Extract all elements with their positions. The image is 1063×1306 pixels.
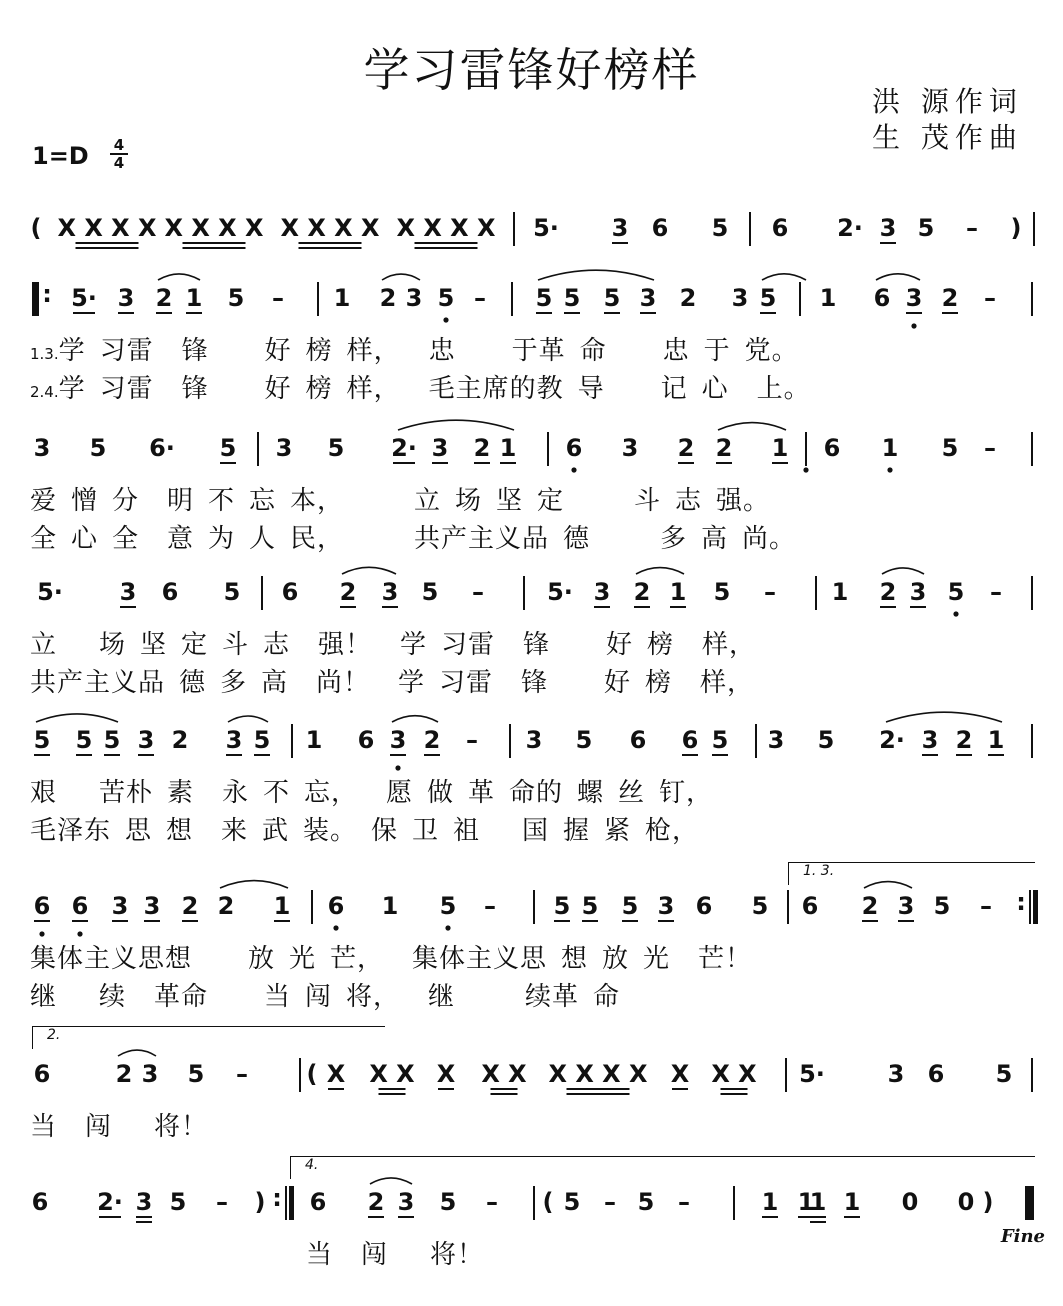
note: 3 — [381, 578, 399, 606]
note: 5 — [947, 578, 965, 606]
note: 3 — [141, 1060, 159, 1088]
note: – — [484, 892, 496, 920]
note: 1 — [333, 284, 351, 312]
note: 1 — [305, 726, 323, 754]
note: 6 — [651, 214, 669, 242]
note: 5 — [437, 284, 455, 312]
note: – — [966, 214, 978, 242]
note: 5 — [169, 1188, 187, 1216]
note: – — [990, 578, 1002, 606]
note: 5 — [581, 892, 599, 920]
repeat-bar — [1029, 1186, 1034, 1220]
note: 3 — [135, 1188, 153, 1216]
note: 6 — [927, 1060, 945, 1088]
note: 6 — [873, 284, 891, 312]
slur — [158, 274, 200, 280]
octave-dot — [445, 925, 450, 930]
note: – — [764, 578, 776, 606]
lyric-line: 爱 憎 分 明 不 忘 本， 立 场 坚 定 斗 志 强。 — [30, 486, 771, 516]
barline — [787, 890, 789, 924]
slur — [876, 274, 920, 280]
note: ( — [542, 1188, 554, 1216]
note: 3 — [397, 1188, 415, 1216]
note: 6 — [357, 726, 375, 754]
barline — [749, 212, 751, 246]
lyric-line: 艰 苦朴 素 永 不 忘， 愿 做 革 命的 螺 丝 钉， — [30, 778, 714, 808]
note: 2· — [391, 434, 417, 462]
slur — [636, 568, 684, 574]
note: 2 — [367, 1188, 385, 1216]
note: – — [466, 726, 478, 754]
octave-dot — [39, 931, 44, 936]
note: – — [984, 434, 996, 462]
note: 5· — [547, 578, 573, 606]
note: 1 — [499, 434, 517, 462]
note: X — [436, 1060, 456, 1088]
barline — [733, 1186, 735, 1220]
note: 3 — [117, 284, 135, 312]
note: 2 — [941, 284, 959, 312]
note: 2 — [171, 726, 189, 754]
barline — [785, 1058, 787, 1092]
note: 6 — [33, 892, 51, 920]
note: X X — [369, 1060, 415, 1088]
note: X X X X — [548, 1060, 648, 1088]
note: 2 — [339, 578, 357, 606]
note: 5 — [253, 726, 271, 754]
note: 6 — [161, 578, 179, 606]
note: 5 — [33, 726, 51, 754]
slur — [718, 423, 786, 430]
lyric-line: 继 续 革命 当 闯 将， 继 续革 命 — [30, 982, 621, 1012]
note: 2· — [879, 726, 905, 754]
barline — [317, 282, 319, 316]
note: 5 — [713, 578, 731, 606]
note: 3 — [143, 892, 161, 920]
note: X — [326, 1060, 346, 1088]
note: 6 — [31, 1188, 49, 1216]
note: 6 — [309, 1188, 327, 1216]
octave-dot — [571, 467, 576, 472]
barline — [291, 724, 293, 758]
system-1 — [0, 212, 1063, 246]
song-title: 学习雷锋好榜样 — [363, 43, 700, 97]
note: 3 — [897, 892, 915, 920]
note: X X X X — [396, 214, 496, 242]
note: 1 — [669, 578, 687, 606]
slur — [392, 716, 438, 722]
repeat-dots: : — [1016, 888, 1026, 916]
note: 5 — [637, 1188, 655, 1216]
barline — [509, 724, 511, 758]
system-5 — [0, 724, 1063, 758]
system-7 — [0, 1058, 1063, 1092]
note: 2 — [679, 284, 697, 312]
volta-4: 4. — [290, 1156, 1035, 1179]
note: 5 — [327, 434, 345, 462]
note: 5 — [535, 284, 553, 312]
note: 1 — [843, 1188, 861, 1216]
barline — [805, 432, 807, 466]
system-6 — [0, 890, 1063, 924]
repeat-bar — [32, 282, 37, 316]
octave-dot — [333, 925, 338, 930]
barline — [815, 576, 817, 610]
repeat-dots: : — [272, 1184, 282, 1212]
note: – — [604, 1188, 616, 1216]
note: X X X X — [164, 214, 264, 242]
slur — [36, 714, 118, 722]
note: 6 — [771, 214, 789, 242]
system-2 — [0, 282, 1063, 316]
note: 5 — [439, 892, 457, 920]
barline — [311, 890, 313, 924]
note: 3 — [111, 892, 129, 920]
note: 3 — [621, 434, 639, 462]
note: 5 — [103, 726, 121, 754]
note: 5· — [37, 578, 63, 606]
note: 3 — [593, 578, 611, 606]
octave-dot — [887, 467, 892, 472]
note: 1 — [761, 1188, 779, 1216]
note: 5 — [621, 892, 639, 920]
note: – — [980, 892, 992, 920]
note: X X X X — [57, 214, 157, 242]
note: 6 — [33, 1060, 51, 1088]
system-8 — [0, 1186, 1063, 1220]
note: 2 — [633, 578, 651, 606]
note: ) — [982, 1188, 994, 1216]
volta-2: 2. — [32, 1026, 385, 1049]
barline — [1033, 212, 1035, 246]
lyric-line: 2.4.学 习雷 锋 好 榜 样， 毛主席的教 导 记 心 上。 — [30, 374, 811, 404]
barline — [1031, 724, 1033, 758]
system-4 — [0, 576, 1063, 610]
note: 2 — [155, 284, 173, 312]
note: 5 — [575, 726, 593, 754]
note: 5 — [187, 1060, 205, 1088]
barline — [299, 1058, 301, 1092]
note: 3 — [905, 284, 923, 312]
barline — [523, 576, 525, 610]
note: 2 — [955, 726, 973, 754]
note: 2 — [879, 578, 897, 606]
note: – — [486, 1188, 498, 1216]
volta-1-3: 1. 3. — [788, 862, 1035, 885]
system-3 — [0, 432, 1063, 466]
note: 1 — [797, 1188, 815, 1216]
note: 3 — [909, 578, 927, 606]
barline — [257, 432, 259, 466]
key-signature: 1=D — [32, 142, 89, 170]
slur — [382, 274, 420, 280]
barline — [533, 1186, 535, 1220]
note: 1 — [831, 578, 849, 606]
note: – — [472, 578, 484, 606]
note: 2· — [97, 1188, 123, 1216]
note: 6· — [149, 434, 175, 462]
note: 5 — [995, 1060, 1013, 1088]
note: 6 — [801, 892, 819, 920]
note: 5 — [603, 284, 621, 312]
note: 5 — [817, 726, 835, 754]
note: 0 — [901, 1188, 919, 1216]
slur — [762, 274, 806, 280]
note: 5· — [71, 284, 97, 312]
note: 5 — [219, 434, 237, 462]
lyricist-credit: 洪 源作词 — [872, 85, 1023, 118]
note: 5 — [421, 578, 439, 606]
slur — [118, 1050, 156, 1056]
note: 2 — [677, 434, 695, 462]
note: 3 — [405, 284, 423, 312]
note: X X — [481, 1060, 527, 1088]
note: 3 — [33, 434, 51, 462]
note: 3 — [767, 726, 785, 754]
slur — [882, 568, 924, 574]
verse-number: 1.3. — [30, 345, 59, 363]
note: 2 — [217, 892, 235, 920]
note: 5 — [941, 434, 959, 462]
composer-credit: 生 茂作曲 — [872, 121, 1023, 154]
note: 5 — [563, 284, 581, 312]
lyric-line: 当 闯 将！ — [30, 1112, 209, 1142]
note: 5 — [759, 284, 777, 312]
note: X X — [711, 1060, 757, 1088]
note: 6 — [823, 434, 841, 462]
note: – — [984, 284, 996, 312]
note: 2 — [715, 434, 733, 462]
repeat-dots: : — [42, 280, 52, 308]
note: 5 — [751, 892, 769, 920]
note: 3 — [657, 892, 675, 920]
note: X X X X — [280, 214, 380, 242]
note: 6 — [695, 892, 713, 920]
note: 3 — [119, 578, 137, 606]
note: 1 — [273, 892, 291, 920]
octave-dot — [395, 765, 400, 770]
octave-dot — [77, 931, 82, 936]
note: 5 — [89, 434, 107, 462]
lyric-line: 毛泽东 思 想 来 武 装。 保 卫 祖 国 握 紧 枪， — [30, 816, 700, 846]
note: 2 — [473, 434, 491, 462]
barline — [37, 282, 39, 316]
note: – — [216, 1188, 228, 1216]
barline — [1029, 890, 1031, 924]
note: – — [678, 1188, 690, 1216]
note: 6 — [281, 578, 299, 606]
note: 5 — [223, 578, 241, 606]
barline — [547, 432, 549, 466]
octave-dot — [443, 317, 448, 322]
note: 5 — [553, 892, 571, 920]
note: 3 — [887, 1060, 905, 1088]
note: 1 — [185, 284, 203, 312]
note: 5 — [227, 284, 245, 312]
repeat-bar — [1033, 890, 1038, 924]
note: 3 — [137, 726, 155, 754]
note: – — [236, 1060, 248, 1088]
note: – — [474, 284, 486, 312]
note: 2 — [861, 892, 879, 920]
barline — [261, 576, 263, 610]
note: 3 — [611, 214, 629, 242]
note: 5 — [75, 726, 93, 754]
barline — [1031, 432, 1033, 466]
note: 3 — [731, 284, 749, 312]
barline — [1031, 282, 1033, 316]
barline — [1031, 1058, 1033, 1092]
lyric-line: 立 场 坚 定 斗 志 强！ 学 习雷 锋 好 榜 样， — [30, 630, 757, 660]
note: ( — [30, 214, 42, 242]
note: 6 — [629, 726, 647, 754]
note: 2 — [379, 284, 397, 312]
slur — [220, 881, 288, 888]
barline — [755, 724, 757, 758]
barline — [285, 1186, 287, 1220]
note: 6 — [71, 892, 89, 920]
note: 5· — [799, 1060, 825, 1088]
slur — [886, 712, 1002, 722]
barline — [1031, 576, 1033, 610]
note: 5 — [917, 214, 935, 242]
barline — [533, 890, 535, 924]
lyric-line: 集体主义思想 放 光 芒， 集体主义思 想 放 光 芒！ — [30, 944, 753, 974]
note: 6 — [681, 726, 699, 754]
note: 1 — [809, 1188, 827, 1216]
note: 3 — [525, 726, 543, 754]
note: 2 — [423, 726, 441, 754]
note: – — [272, 284, 284, 312]
note: 6 — [327, 892, 345, 920]
slur — [228, 716, 268, 722]
note: 3 — [225, 726, 243, 754]
note: ( — [306, 1060, 318, 1088]
note: 5 — [711, 726, 729, 754]
lyric-line: 共产主义品 德 多 高 尚！ 学 习雷 锋 好 榜 样， — [30, 668, 755, 698]
note: 5 — [933, 892, 951, 920]
barline — [513, 212, 515, 246]
note: 3 — [389, 726, 407, 754]
fine-mark: Fine — [1000, 1226, 1045, 1247]
note: 1 — [987, 726, 1005, 754]
barline — [511, 282, 513, 316]
slur — [342, 567, 396, 574]
slur — [538, 270, 654, 280]
note: 5 — [439, 1188, 457, 1216]
note: 0 — [957, 1188, 975, 1216]
note: 3 — [879, 214, 897, 242]
note: 3 — [275, 434, 293, 462]
note: 1 — [771, 434, 789, 462]
note: 3 — [639, 284, 657, 312]
note: 3 — [431, 434, 449, 462]
octave-dot — [953, 611, 958, 616]
octave-dot — [803, 467, 808, 472]
note: 5 — [711, 214, 729, 242]
note: 2 — [181, 892, 199, 920]
note: 1 — [881, 434, 899, 462]
lyric-line: 全 心 全 意 为 人 民， 共产主义品 德 多 高 尚。 — [30, 524, 797, 554]
barline — [799, 282, 801, 316]
slur — [398, 420, 514, 430]
verse-number: 2.4. — [30, 383, 59, 401]
lyric-line: 当 闯 将！ — [306, 1240, 485, 1270]
note: 6 — [565, 434, 583, 462]
note: 3 — [921, 726, 939, 754]
note: 5· — [533, 214, 559, 242]
note: ) — [1010, 214, 1022, 242]
note: 1 — [381, 892, 399, 920]
note: X — [670, 1060, 690, 1088]
note: 2 — [115, 1060, 133, 1088]
note: 5 — [563, 1188, 581, 1216]
time-signature: 4 4 — [110, 137, 128, 171]
lyric-line: 1.3.学 习雷 锋 好 榜 样， 忠 于革 命 忠 于 党。 — [30, 336, 799, 366]
note: 2· — [837, 214, 863, 242]
repeat-bar — [289, 1186, 294, 1220]
note: 1 — [819, 284, 837, 312]
note: ) — [254, 1188, 266, 1216]
octave-dot — [911, 323, 916, 328]
